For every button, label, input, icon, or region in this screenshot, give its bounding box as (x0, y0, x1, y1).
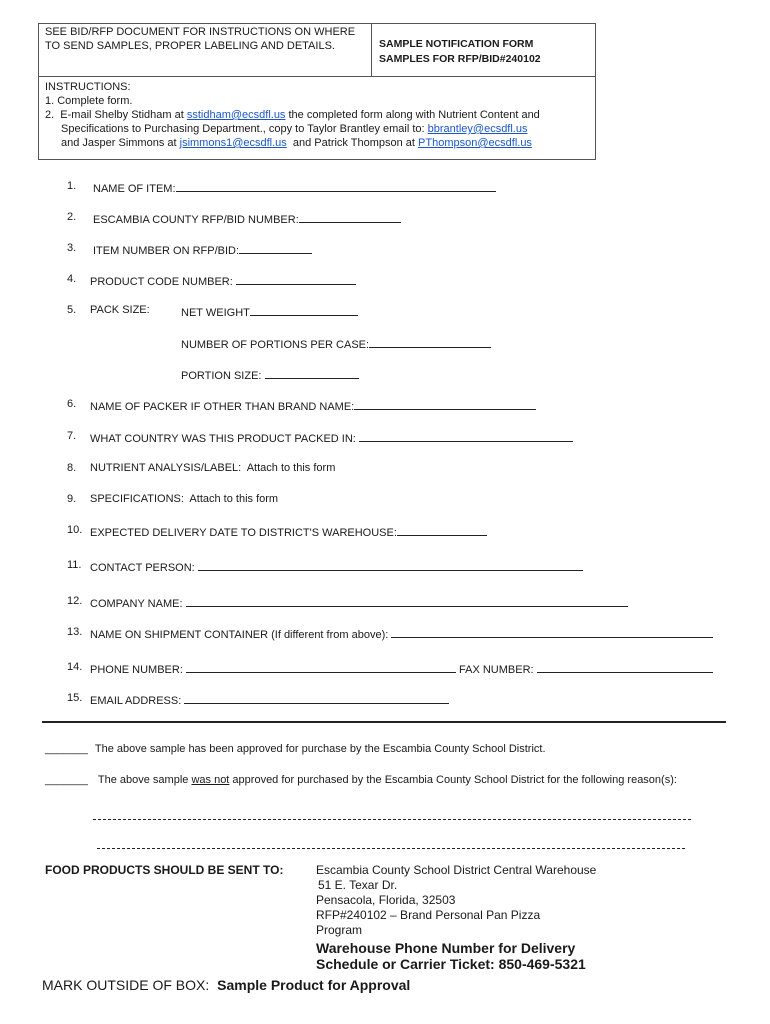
item-number-field[interactable] (239, 242, 312, 254)
nutrient-analysis-label: NUTRIENT ANALYSIS/LABEL: Attach to this form (90, 462, 336, 474)
email-address-label: EMAIL ADDRESS: (90, 695, 185, 707)
shipment-container-name-label: NAME ON SHIPMENT CONTAINER (If different from above): (90, 629, 392, 641)
contact-person-label: CONTACT PERSON: (90, 562, 198, 574)
field-8-number: 8. (67, 462, 77, 474)
mark-outside-value: Sample Product for Approval (217, 977, 411, 993)
form-title-line1: SAMPLE NOTIFICATION FORM (379, 38, 534, 50)
rfp-bid-number-field[interactable] (299, 211, 401, 223)
ship-address-line5: Program (316, 923, 363, 937)
approved-row (45, 743, 546, 755)
ship-address-line1: Escambia County School District Central Warehouse (316, 863, 597, 877)
header-vertical-divider (371, 23, 372, 76)
instructions-title: INSTRUCTIONS: (45, 81, 131, 93)
reason-line-2[interactable] (97, 847, 685, 849)
field-4-row (90, 273, 356, 288)
field-7-row (90, 430, 573, 445)
contact-person-field[interactable] (198, 559, 583, 571)
fax-number-label: FAX NUMBER: (455, 664, 537, 676)
approved-statement: The above sample has been approved for purchase by the Escambia County School District. (94, 743, 546, 755)
header-left-line1: SEE BID/RFP DOCUMENT FOR INSTRUCTIONS ON WHERE (45, 26, 356, 38)
field-14-row (90, 661, 713, 676)
not-approved-text-a: The above sample (97, 774, 192, 786)
item-number-label: ITEM NUMBER ON RFP/BID: (93, 245, 240, 257)
net-weight-label: NET WEIGHT (181, 307, 250, 319)
rfp-bid-number-label: ESCAMBIA COUNTY RFP/BID NUMBER: (93, 214, 299, 226)
email-link-thompson[interactable]: PThompson@ecsdfl.us (418, 137, 532, 149)
field-3-number: 3. (67, 242, 77, 254)
not-approved-text-c: approved for purchased by the Escambia County School District for the following reason(s): (229, 774, 677, 786)
field-6-row (90, 398, 536, 413)
field-3-row (93, 242, 312, 257)
field-10-row (90, 524, 487, 539)
field-5-number: 5. (67, 304, 77, 316)
phone-number-field[interactable] (186, 661, 456, 673)
ship-address-line3: Pensacola, Florida, 32503 (316, 893, 456, 907)
delivery-date-label: EXPECTED DELIVERY DATE TO DISTRICT'S WAREHOUSE: (90, 527, 397, 539)
packer-name-field[interactable] (354, 398, 536, 410)
warehouse-phone (316, 940, 586, 972)
packer-name-label: NAME OF PACKER IF OTHER THAN BRAND NAME: (90, 401, 355, 413)
field-13-number: 13. (67, 626, 83, 638)
not-approved-emphasis: was not (191, 774, 230, 786)
portion-size-label: PORTION SIZE: (181, 370, 262, 382)
net-weight-row (181, 304, 358, 319)
company-name-field[interactable] (186, 595, 628, 607)
field-2-row (93, 211, 401, 226)
instructions-step2-line3 (45, 136, 593, 150)
product-code-label: PRODUCT CODE NUMBER: (90, 276, 233, 288)
email-link-brantley[interactable]: bbrantley@ecsdfl.us (427, 123, 528, 135)
instructions-step2-d: and Jasper Simmons at (61, 137, 180, 149)
instructions-step2-c: Specifications to Purchasing Department., copy to Taylor Brantley email to: (61, 123, 428, 135)
ship-to-label: FOOD PRODUCTS SHOULD BE SENT TO: (45, 863, 284, 877)
not-approved-row (45, 774, 677, 786)
field-1-row (93, 180, 496, 195)
company-name-label: COMPANY NAME: (90, 598, 186, 610)
item-name-label: NAME OF ITEM: (93, 183, 176, 195)
field-1-number: 1. (67, 180, 77, 192)
ship-address-line2: 51 E. Texar Dr. (318, 878, 398, 892)
item-name-field[interactable] (176, 180, 496, 192)
portions-row (181, 336, 491, 351)
not-approved-statement (98, 774, 677, 786)
instructions-step2-b: the completed form along with Nutrient Content and (285, 109, 540, 121)
field-13-row (90, 626, 713, 641)
warehouse-phone-line1: Warehouse Phone Number for Delivery (316, 940, 576, 956)
delivery-date-field[interactable] (397, 524, 487, 536)
field-15-row (90, 692, 449, 707)
approved-blank[interactable]: _______ (45, 743, 88, 755)
country-packed-label: WHAT COUNTRY WAS THIS PRODUCT PACKED IN: (90, 433, 359, 445)
ship-address-line4: RFP#240102 – Brand Personal Pan Pizza (316, 908, 541, 922)
header-left-text (45, 25, 355, 53)
fax-number-field[interactable] (537, 661, 713, 673)
field-6-number: 6. (67, 398, 77, 410)
field-12-row (90, 595, 628, 610)
portion-size-field[interactable] (265, 367, 359, 379)
email-link-simmons[interactable]: jsimmons1@ecsdfl.us (179, 137, 287, 149)
ship-address (316, 863, 596, 938)
form-title-line2: SAMPLES FOR RFP/BID#240102 (379, 53, 541, 65)
portions-per-case-label: NUMBER OF PORTIONS PER CASE: (181, 339, 370, 351)
form-title (379, 37, 541, 67)
instructions-step2-e: and Patrick Thompson at (286, 137, 419, 149)
field-15-number: 15. (67, 692, 83, 704)
field-4-number: 4. (67, 273, 77, 285)
section-divider (42, 721, 726, 723)
email-link-stidham[interactable]: sstidham@ecsdfl.us (186, 109, 286, 121)
instructions-step2-a: 2. E-mail Shelby Stidham at (45, 109, 187, 121)
field-12-number: 12. (67, 595, 83, 607)
specifications-label: SPECIFICATIONS: Attach to this form (90, 493, 279, 505)
instructions-step1: 1. Complete form. (45, 95, 133, 107)
instructions-block (45, 80, 593, 150)
portion-size-row (181, 367, 359, 382)
pack-size-label: PACK SIZE: (90, 304, 150, 316)
field-9-number: 9. (67, 493, 77, 505)
mark-outside-row (42, 977, 410, 993)
field-10-number: 10. (67, 524, 83, 536)
shipment-container-name-field[interactable] (391, 626, 713, 638)
instructions-step2-line2 (45, 122, 593, 136)
product-code-field[interactable] (236, 273, 356, 285)
field-11-number: 11. (67, 559, 82, 571)
field-14-number: 14. (67, 661, 83, 673)
header-left-line2: TO SEND SAMPLES, PROPER LABELING AND DETAILS. (45, 40, 335, 52)
net-weight-field[interactable] (250, 304, 358, 316)
field-7-number: 7. (67, 430, 77, 442)
not-approved-blank[interactable]: _______ (45, 774, 88, 786)
warehouse-phone-line2: Schedule or Carrier Ticket: 850-469-5321 (316, 956, 586, 972)
reason-line-1[interactable] (93, 818, 691, 820)
country-packed-field[interactable] (359, 430, 573, 442)
header-divider (38, 76, 596, 77)
email-address-field[interactable] (184, 692, 449, 704)
mark-outside-label: MARK OUTSIDE OF BOX: (42, 977, 210, 993)
field-11-row (90, 559, 583, 574)
phone-number-label: PHONE NUMBER: (90, 664, 186, 676)
field-2-number: 2. (67, 211, 77, 223)
portions-per-case-field[interactable] (369, 336, 491, 348)
instructions-step2-line1 (45, 108, 593, 122)
